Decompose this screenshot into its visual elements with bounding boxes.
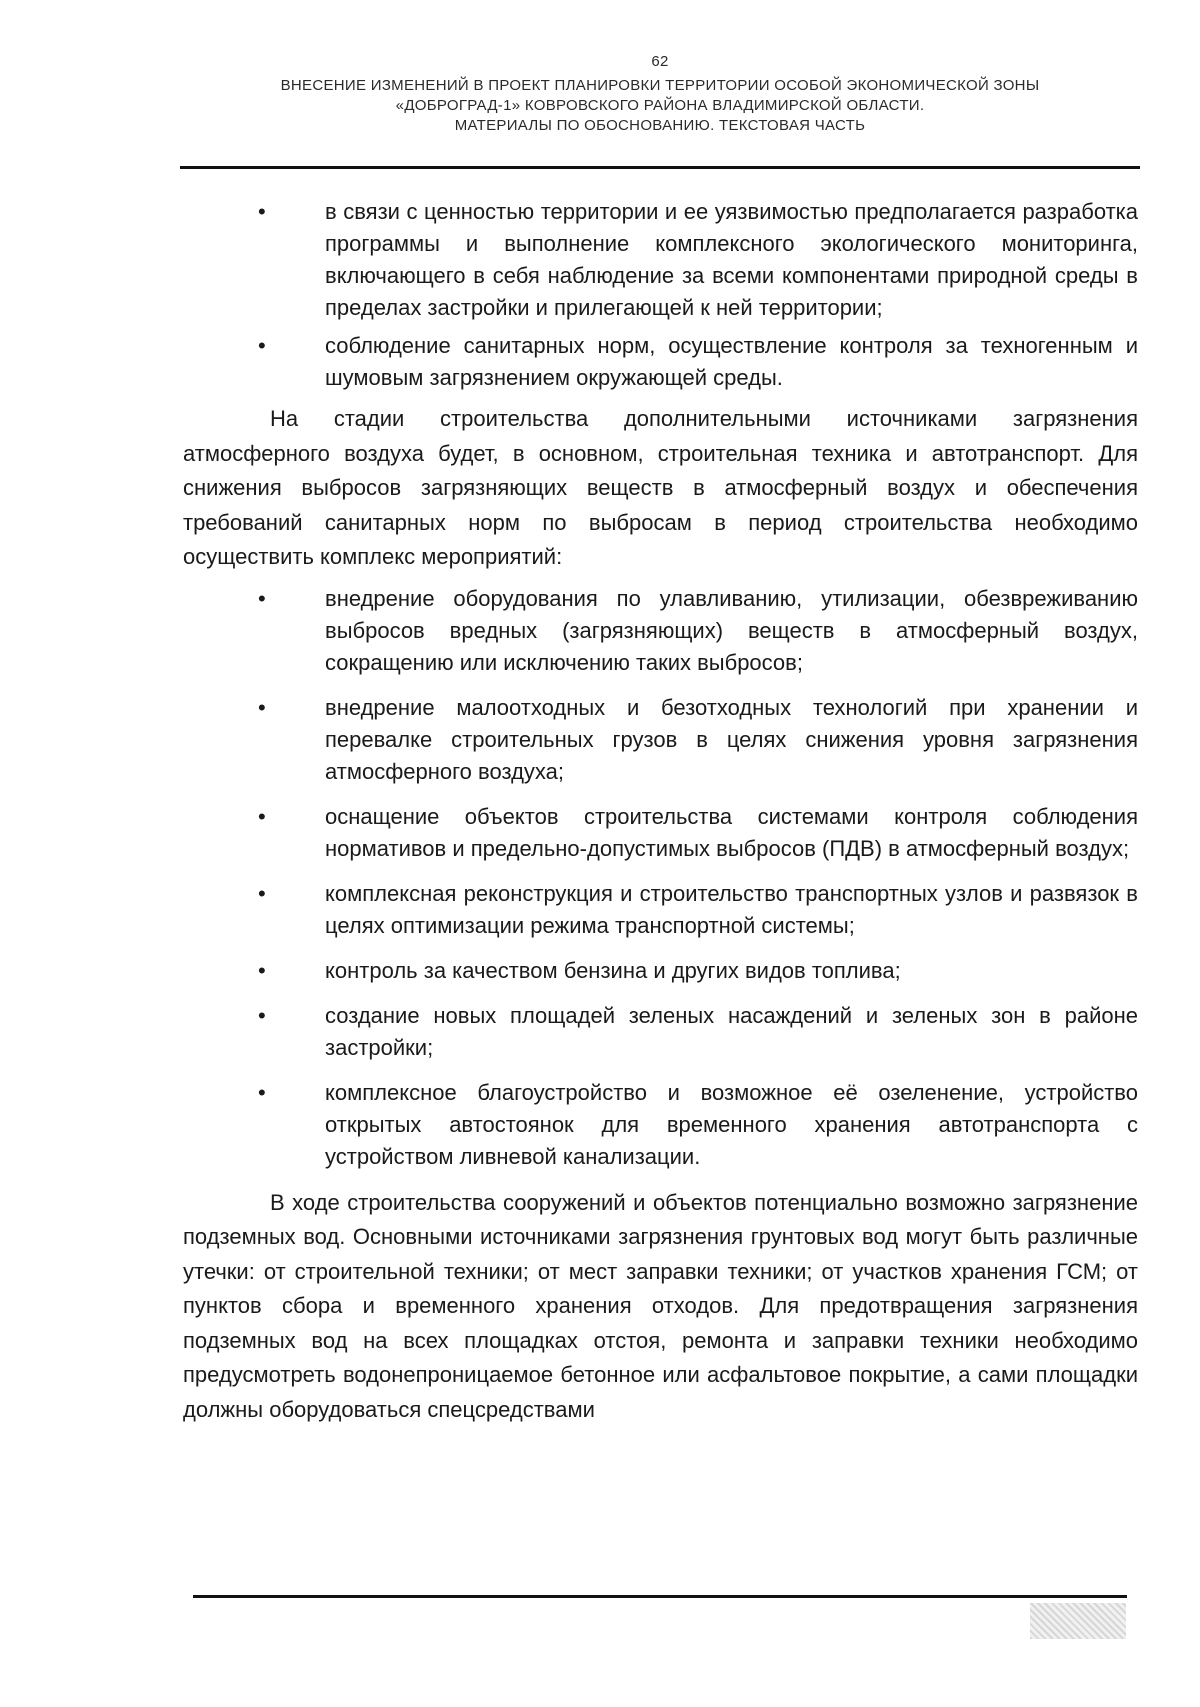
header-divider <box>180 166 1140 169</box>
measures-bullet-list <box>183 583 1138 1173</box>
list-item: • внедрение малоотходных и безотходных технологий при хранении и перевалке строительных грузов в целях снижения уровня загрязнения атмосферного воздуха; <box>325 692 1138 788</box>
list-item: • контроль за качеством бензина и других видов топлива; <box>325 955 1138 987</box>
footer-divider <box>193 1595 1127 1598</box>
monitoring-bullet-list <box>183 196 1138 394</box>
groundwater-paragraph: В ходе строительства сооружений и объектов потенциально возможно загрязнение подземных вод. Основными источниками загрязнения грунтовых вод могут быть различные утечки: от строительной техники; от мест заправки техники; от участков хранения ГСМ; от пунктов сбора и временного хранения отходов. Для предотвращения загрязнения подземных вод на всех площадках отстоя, ремонта и заправки техники необходимо предусмотреть водонепроницаемое бетонное или асфальтовое покрытие, а сами площадки должны оборудоваться спецсредствами <box>183 1189 1138 1422</box>
header-title-line-3: МАТЕРИАЛЫ ПО ОБОСНОВАНИЮ. ТЕКСТОВАЯ ЧАСТЬ <box>454 117 866 134</box>
construction-air-paragraph: На стадии строительства дополнительными источниками загрязнения атмосферного воздуха будет, в основном, строительная техника и автотранспорт. Для снижения выбросов загрязняющих веществ в атмосферный воздух и обеспечения требований санитарных норм по выбросам в период строительства необходимо осуществить комплекс мероприятий: <box>183 406 1138 569</box>
list-item: • комплексное благоустройство и возможное её озеленение, устройство открытых автостоянок для временного хранения автотранспорта с устройством ливневой канализации. <box>325 1077 1138 1173</box>
page-header <box>180 52 1140 136</box>
scan-stamp-mark <box>1030 1603 1126 1639</box>
list-item: • комплексная реконструкция и строительство транспортных узлов и развязок в целях оптимизации режима транспортной системы; <box>325 878 1138 942</box>
list-item: • внедрение оборудования по улавливанию, утилизации, обезвреживанию выбросов вредных (загрязняющих) веществ в атмосферный воздух, сокращению или исключению таких выбросов; <box>325 583 1138 679</box>
document-body <box>183 196 1138 1427</box>
list-item: • в связи с ценностью территории и ее уязвимостью предполагается разработка программы и выполнение комплексного экологического мониторинга, включающего в себя наблюдение за всеми компонентами природной среды в пределах застройки и прилегающей к ней территории; <box>325 196 1138 324</box>
page-number: 62 <box>651 53 669 70</box>
list-item: • оснащение объектов строительства системами контроля соблюдения нормативов и предельно-допустимых выбросов (ПДВ) в атмосферный воздух; <box>325 801 1138 865</box>
list-item: • соблюдение санитарных норм, осуществление контроля за техногенным и шумовым загрязнением окружающей среды. <box>325 330 1138 394</box>
header-title-line-2: «ДОБРОГРАД-1» КОВРОВСКОГО РАЙОНА ВЛАДИМИРСКОЙ ОБЛАСТИ. <box>395 97 925 114</box>
list-item: • создание новых площадей зеленых насаждений и зеленых зон в районе застройки; <box>325 1000 1138 1064</box>
header-title-line-1: ВНЕСЕНИЕ ИЗМЕНЕНИЙ В ПРОЕКТ ПЛАНИРОВКИ ТЕРРИТОРИИ ОСОБОЙ ЭКОНОМИЧЕСКОЙ ЗОНЫ <box>280 77 1040 94</box>
